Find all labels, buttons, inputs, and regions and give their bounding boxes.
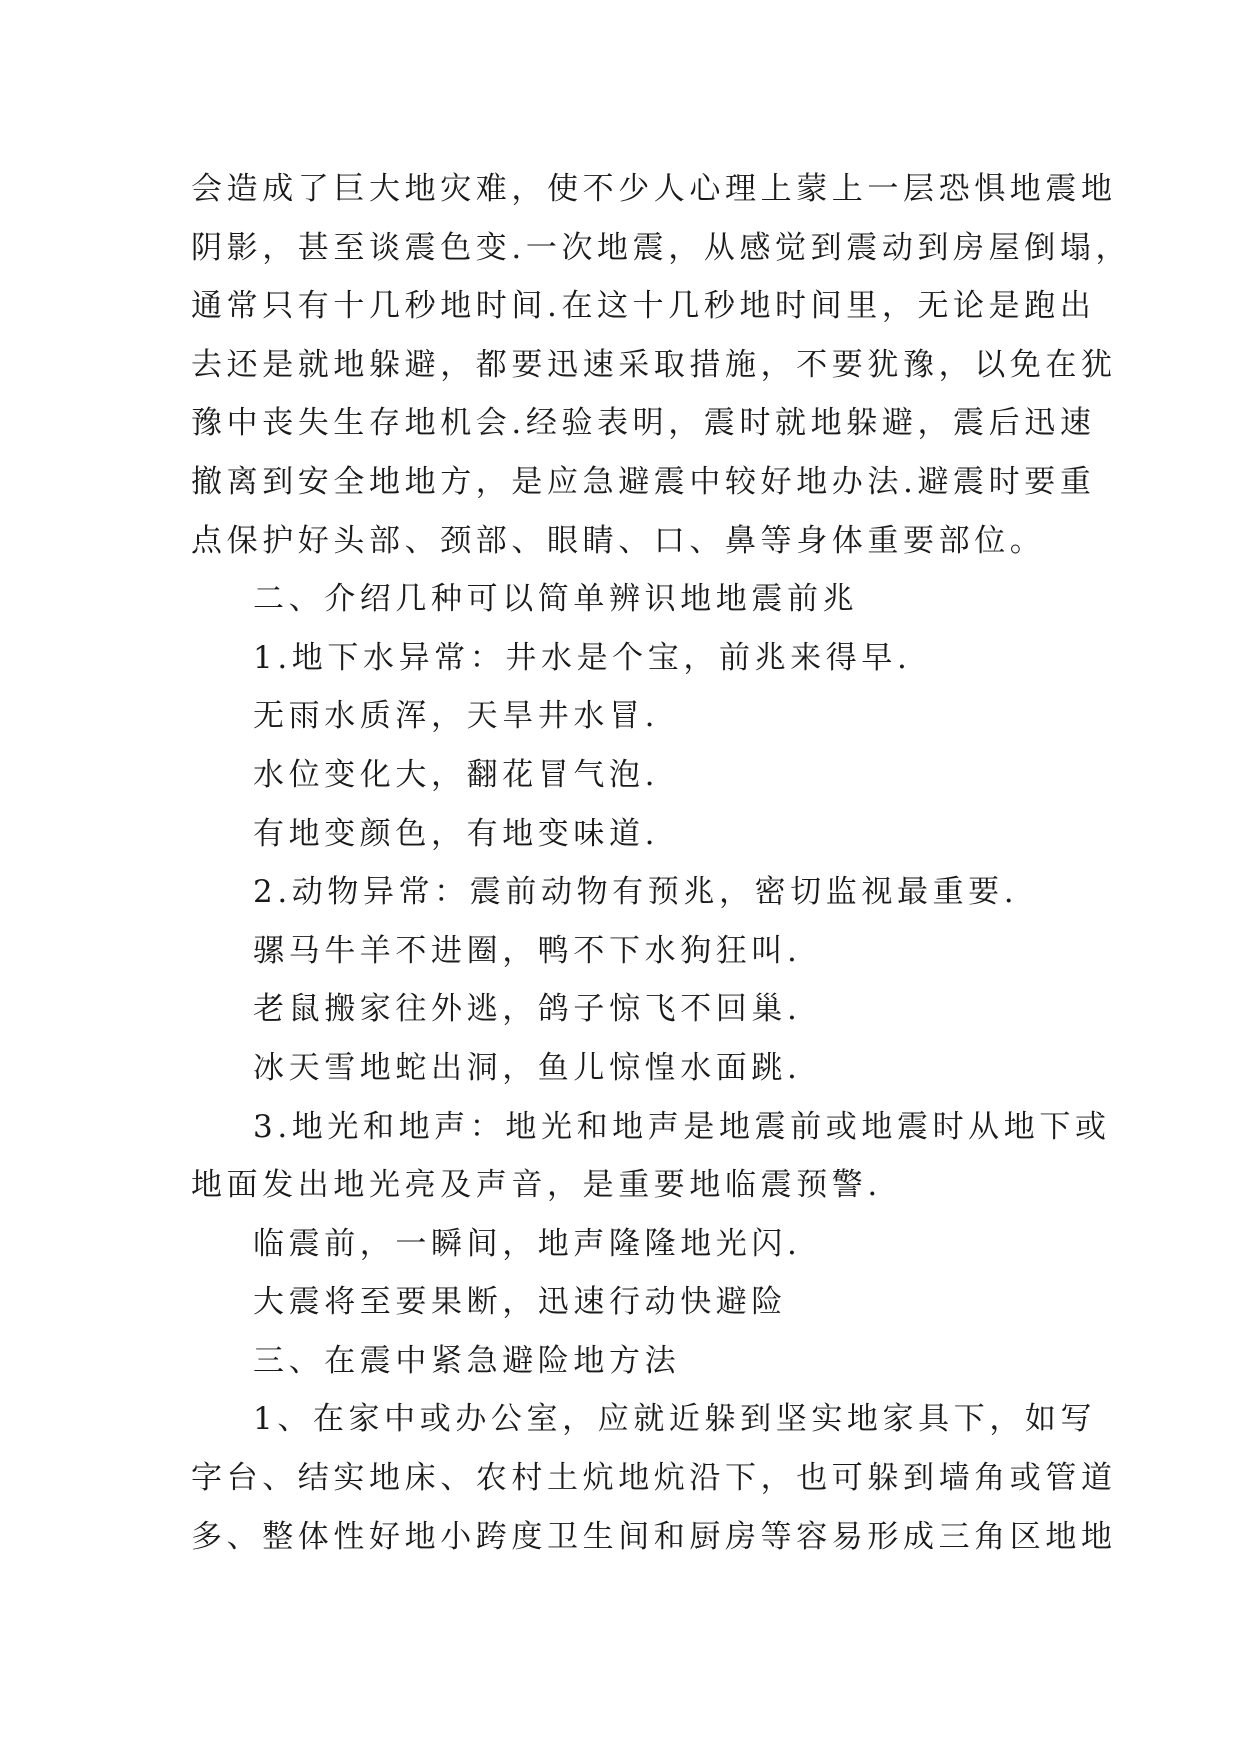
paragraph-line: 会造成了巨大地灾难，使不少人心理上蒙上一层恐惧地震地	[191, 171, 1117, 207]
paragraph-line: 豫中丧失生存地机会.经验表明，震时就地躲避，震后迅速	[191, 405, 1096, 442]
verse-line: 有地变颜色，有地变味道.	[253, 815, 660, 852]
verse-line: 水位变化大，翻花冒气泡.	[253, 756, 660, 793]
paragraph-line: 阴影，甚至谈震色变.一次地震，从感觉到震动到房屋倒塌，	[191, 229, 1132, 266]
list-item: 3.地光和地声：地光和地声是地震前或地震时从地下或	[253, 1108, 1111, 1145]
verse-line: 老鼠搬家往外逃，鸽子惊飞不回巢.	[253, 991, 802, 1028]
verse-line: 无雨水质浑，天旱井水冒.	[253, 698, 660, 735]
section-heading: 二、介绍几种可以简单辨识地地震前兆	[253, 581, 859, 618]
paragraph-line: 字台、结实地床、农村土炕地炕沿下，也可躲到墙角或管道	[191, 1460, 1117, 1497]
verse-line: 临震前，一瞬间，地声隆隆地光闪.	[253, 1225, 802, 1262]
paragraph-line: 撤离到安全地地方，是应急避震中较好地办法.避震时要重	[191, 463, 1096, 500]
paragraph-line: 多、整体性好地小跨度卫生间和厨房等容易形成三角区地地	[191, 1518, 1117, 1555]
section-heading: 三、在震中紧急避险地方法	[253, 1342, 681, 1379]
verse-line: 大震将至要果断，迅速行动快避险	[253, 1284, 787, 1321]
paragraph-line: 点保护好头部、颈部、眼睛、口、鼻等身体重要部位。	[191, 522, 1046, 559]
verse-line: 冰天雪地蛇出洞，鱼儿惊惶水面跳.	[253, 1049, 802, 1086]
document-body	[191, 160, 1132, 1566]
paragraph-line: 地面发出地光亮及声音，是重要地临震预警.	[191, 1167, 882, 1204]
verse-line: 骡马牛羊不进圈，鸭不下水狗狂叫.	[253, 932, 802, 969]
list-item: 2.动物异常：震前动物有预兆，密切监视最重要.	[253, 874, 1019, 911]
list-item: 1、在家中或办公室，应就近躲到坚实地家具下，如写	[253, 1401, 1097, 1438]
list-item: 1.地下水异常：井水是个宝，前兆来得早.	[253, 639, 912, 676]
paragraph-line: 去还是就地躲避，都要迅速采取措施，不要犹豫，以免在犹	[191, 346, 1117, 383]
paragraph-line: 通常只有十几秒地时间.在这十几秒地时间里，无论是跑出	[191, 288, 1096, 325]
